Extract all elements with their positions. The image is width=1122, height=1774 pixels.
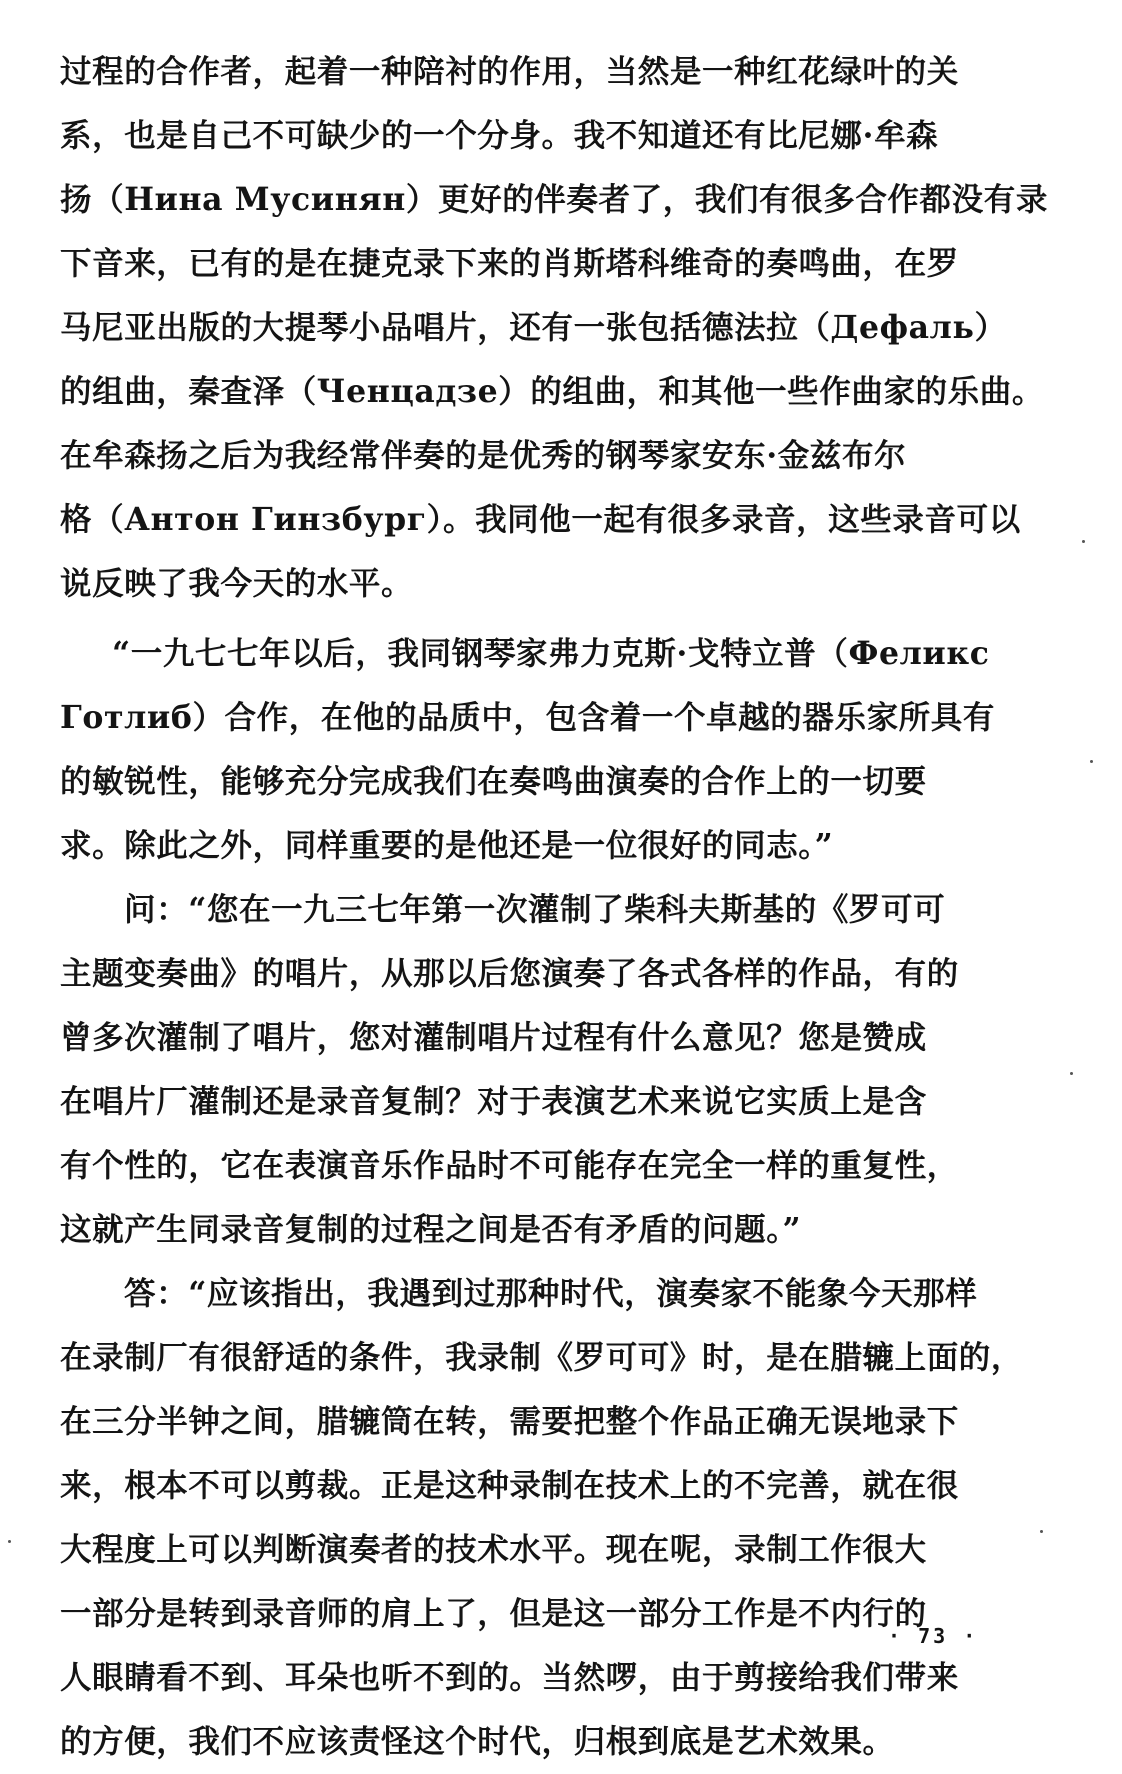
text-line: 在唱片厂灌制还是录音复制？对于表演艺术来说它实质上是含: [60, 1083, 927, 1120]
text-line: 问：“您在一九三七年第一次灌制了柴科夫斯基的《罗可可: [124, 891, 946, 928]
text-line: 在录制厂有很舒适的条件，我录制《罗可可》时，是在腊辘上面的，: [60, 1339, 1024, 1376]
scan-speck: [1082, 540, 1085, 543]
text-line: 的组曲，秦查泽（Ченцадзе）的组曲，和其他一些作曲家的乐曲。: [60, 373, 1044, 410]
text-line: 扬（Нина Мусинян）更好的伴奏者了，我们有很多合作都没有录: [60, 181, 1048, 218]
scan-speck: [1070, 1072, 1073, 1075]
text-line: 这就产生同录音复制的过程之间是否有矛盾的问题。”: [60, 1211, 802, 1248]
text-line: 马尼亚出版的大提琴小品唱片，还有一张包括德法拉（Дефаль）: [60, 309, 1007, 346]
text-line: 说反映了我今天的水平。: [60, 565, 414, 602]
paragraph-3: [60, 878, 1055, 1262]
scan-speck: [1040, 1530, 1043, 1533]
text-line: 一部分是转到录音师的肩上了，但是这一部分工作是不内行的: [60, 1595, 927, 1632]
text-line: 大程度上可以判断演奏者的技术水平。现在呢，录制工作很大: [60, 1531, 927, 1568]
text-line: Готлиб）合作，在他的品质中，包含着一个卓越的器乐家所具有: [60, 699, 995, 736]
text-line: 的方便，我们不应该责怪这个时代，归根到底是艺术效果。: [60, 1723, 895, 1760]
paragraph-2: [60, 622, 1055, 878]
text-line: 曾多次灌制了唱片，您对灌制唱片过程有什么意见？您是赞成: [60, 1019, 927, 1056]
text-line: 人眼睛看不到、耳朵也听不到的。当然啰，由于剪接给我们带来: [60, 1659, 959, 1696]
text-line: 过程的合作者，起着一种陪衬的作用，当然是一种红花绿叶的关: [60, 53, 959, 90]
paragraph-1: [60, 40, 1055, 616]
text-line: 主题变奏曲》的唱片，从那以后您演奏了各式各样的作品，有的: [60, 955, 959, 992]
text-line: 求。除此之外，同样重要的是他还是一位很好的同志。”: [60, 827, 834, 864]
text-line: 在牟森扬之后为我经常伴奏的是优秀的钢琴家安东·金兹布尔: [60, 437, 907, 474]
text-line: 的敏锐性，能够充分完成我们在奏鸣曲演奏的合作上的一切要: [60, 763, 927, 800]
text-line: 来，根本不可以剪裁。正是这种录制在技术上的不完善，就在很: [60, 1467, 959, 1504]
scan-speck: [8, 1540, 11, 1543]
scan-speck: [1090, 760, 1093, 763]
text-line: 在三分半钟之间，腊辘筒在转，需要把整个作品正确无误地录下: [60, 1403, 959, 1440]
body-text: [60, 40, 1055, 1774]
text-line: 格（Антон Гинзбург）。我同他一起有很多录音，这些录音可以: [60, 501, 1021, 538]
text-line: 系，也是自己不可缺少的一个分身。我不知道还有比尼娜·牟森: [60, 117, 939, 154]
text-line: 有个性的，它在表演音乐作品时不可能存在完全一样的重复性，: [60, 1147, 959, 1184]
text-line: 答：“应该指出，我遇到过那种时代，演奏家不能象今天那样: [124, 1275, 978, 1312]
text-line: “一九七七年以后，我同钢琴家弗力克斯·戈特立普（Феликс: [112, 635, 990, 672]
page-number: · 73 ·: [888, 1624, 979, 1648]
text-line: 下音来，已有的是在捷克录下来的肖斯塔科维奇的奏鸣曲，在罗: [60, 245, 959, 282]
paragraph-4: [60, 1262, 1055, 1774]
